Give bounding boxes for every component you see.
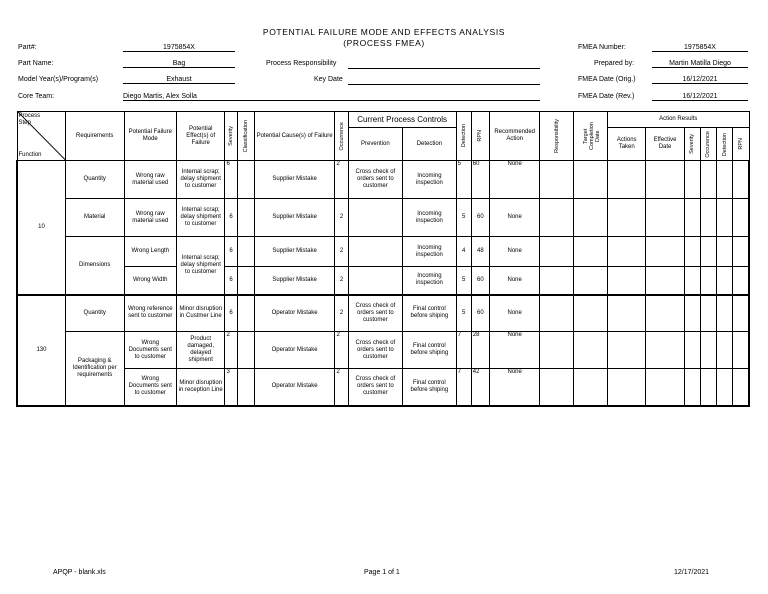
fmea-date-rev-value: 16/12/2021 (652, 93, 748, 101)
detection-cell: 7 (456, 332, 471, 369)
recommended-cell: None (489, 161, 539, 199)
cause-cell: Supplier Mistake (254, 267, 335, 295)
detection-cell: 5 (456, 199, 471, 237)
rpn-cell: 60 (471, 295, 489, 332)
occurrence-cell: 2 (335, 369, 348, 406)
prevention-cell: Cross check of orders sent to customer (348, 332, 403, 369)
detection-control-cell: Final control before shiping (403, 295, 457, 332)
failure-mode-cell: Wrong raw material used (124, 199, 177, 237)
recommended-cell: None (489, 295, 539, 332)
requirement-cell: Dimensions (65, 237, 124, 295)
occurrence-cell: 2 (335, 237, 348, 267)
prevention-cell: Cross check of orders sent to customer (348, 369, 403, 406)
effect-cell: Minor disruption in reception Line (177, 369, 225, 406)
col-effective-date: Effective Date (646, 128, 684, 161)
col-ar-detection: Detection (721, 132, 728, 156)
severity-cell: 6 (225, 267, 237, 295)
col-effects: Potential Effect(s) of Failure (177, 112, 225, 161)
col-causes: Potential Cause(s) of Failure (254, 112, 335, 161)
classification-cell (237, 295, 254, 332)
cause-cell: Operator Mistake (254, 295, 335, 332)
effect-cell: Internal scrap; delay shipment to customer (177, 161, 225, 199)
fmea-date-orig-value: 16/12/2021 (652, 76, 748, 84)
col-actions-taken: Actions Taken (608, 128, 646, 161)
rpn-cell: 60 (471, 199, 489, 237)
rpn-cell: 48 (471, 237, 489, 267)
fmea-date-orig-label: FMEA Date (Orig.) (578, 76, 636, 83)
table-row (17, 369, 749, 406)
cause-cell: Supplier Mistake (254, 161, 335, 199)
col-requirements: Requirements (65, 112, 124, 161)
col-recommended-action: Recommended Action (489, 112, 539, 161)
col-rpn: RPN (477, 130, 484, 142)
occurrence-cell: 2 (335, 161, 348, 199)
detection-cell: 5 (456, 161, 471, 199)
prepared-by-value: Martin Matilla Diego (652, 60, 748, 68)
table-row (17, 237, 749, 267)
document-title: POTENTIAL FAILURE MODE AND EFFECTS ANALYSIS (262, 27, 506, 37)
part-name-label: Part Name: (18, 60, 54, 67)
part-name-value: Bag (123, 60, 235, 68)
fmea-number-label: FMEA Number: (578, 44, 626, 51)
col-ar-severity: Severity (689, 134, 696, 155)
recommended-cell: None (489, 199, 539, 237)
col-detection: Detection (460, 124, 467, 148)
detection-cell: 5 (456, 267, 471, 295)
detection-control-cell: Incoming inspection (403, 161, 457, 199)
col-action-results: Action Results (608, 112, 749, 128)
table-row (17, 332, 749, 369)
severity-cell: 6 (225, 295, 237, 332)
table-row (17, 295, 749, 332)
col-detection-control: Detection (403, 128, 457, 161)
effect-cell: Internal scrap; delay shipment to customer (177, 199, 225, 237)
recommended-cell: None (489, 267, 539, 295)
severity-cell: 6 (225, 237, 237, 267)
model-year-value: Exhaust (123, 76, 235, 84)
key-date-value (348, 76, 540, 85)
core-team-value: Diego Martis, Alex Solla (123, 93, 540, 101)
footer-date: 12/17/2021 (674, 569, 710, 576)
core-team-label: Core Team: (18, 93, 55, 100)
rpn-cell: 28 (471, 332, 489, 369)
failure-mode-cell: Wrong reference sent to customer (124, 295, 177, 332)
detection-cell: 4 (456, 237, 471, 267)
fmea-table (16, 111, 750, 407)
col-ar-rpn: RPN (737, 138, 744, 150)
recommended-cell: None (489, 237, 539, 267)
recommended-cell: None (489, 332, 539, 369)
failure-mode-cell: Wrong Documents sent to customer (124, 332, 177, 369)
detection-control-cell: Final control before shiping (403, 332, 457, 369)
col-severity: Severity (228, 126, 234, 146)
classification-cell (237, 369, 254, 406)
classification-cell (237, 332, 254, 369)
col-occurrence: Occurrence (338, 121, 345, 151)
col-failure-mode: Potential Failure Mode (124, 112, 177, 161)
detection-cell: 7 (456, 369, 471, 406)
function-label: Function (18, 152, 42, 158)
severity-cell: 2 (225, 332, 237, 369)
requirement-cell: Packaging & Identification per requirements (65, 332, 124, 406)
prevention-cell (348, 267, 403, 295)
detection-control-cell: Incoming inspection (403, 199, 457, 237)
detection-cell: 5 (456, 295, 471, 332)
col-target-date: Target Completion Date (583, 122, 602, 150)
effect-cell: Minor disruption in Custmer Line (177, 295, 225, 332)
footer-page-number: Page 1 of 1 (364, 569, 400, 576)
cause-cell: Operator Mistake (254, 369, 335, 406)
table-row (17, 267, 749, 295)
severity-cell: 3 (225, 369, 237, 406)
process-step-label: Process Step (18, 113, 41, 126)
requirement-cell: Quantity (65, 295, 124, 332)
prevention-cell: Cross check of orders sent to customer (348, 161, 403, 199)
col-ar-occurrence: Occurence (705, 130, 712, 158)
footer-filename: APQP - blank.xls (53, 569, 106, 576)
prevention-cell (348, 199, 403, 237)
process-step-cell: 130 (17, 295, 65, 406)
occurrence-cell: 2 (335, 332, 348, 369)
occurrence-cell: 2 (335, 267, 348, 295)
cause-cell: Operator Mistake (254, 332, 335, 369)
failure-mode-cell: Wrong Documents sent to customer (124, 369, 177, 406)
detection-control-cell: Incoming inspection (403, 267, 457, 295)
failure-mode-cell: Wrong Width (124, 267, 177, 295)
failure-mode-cell: Wrong Length (124, 237, 177, 267)
cause-cell: Supplier Mistake (254, 199, 335, 237)
requirement-cell: Material (65, 199, 124, 237)
fmea-number-value: 1975854X (652, 44, 748, 52)
part-number-value: 1975854X (123, 44, 235, 52)
occurrence-cell: 2 (335, 295, 348, 332)
rpn-cell: 60 (471, 161, 489, 199)
fmea-date-rev-label: FMEA Date (Rev.) (578, 93, 635, 100)
rpn-cell: 60 (471, 267, 489, 295)
cause-cell: Supplier Mistake (254, 237, 335, 267)
prevention-cell: Cross check of orders sent to customer (348, 295, 403, 332)
severity-cell: 6 (225, 199, 237, 237)
prevention-cell (348, 237, 403, 267)
classification-cell (237, 267, 254, 295)
effect-cell: Product damaged, delayed shipment (177, 332, 225, 369)
process-step-cell: 10 (17, 161, 65, 295)
col-classification: Classification (242, 119, 249, 153)
process-responsibility-value (348, 60, 540, 69)
requirement-cell: Quantity (65, 161, 124, 199)
classification-cell (237, 199, 254, 237)
detection-control-cell: Final control before shiping (403, 369, 457, 406)
model-year-label: Model Year(s)/Program(s) (18, 76, 99, 83)
classification-cell (237, 161, 254, 199)
part-number-label: Part#: (18, 44, 37, 51)
classification-cell (237, 237, 254, 267)
prepared-by-label: Prepared by: (594, 60, 635, 67)
document-subtitle: (PROCESS FMEA) (343, 38, 425, 48)
rpn-cell: 42 (471, 369, 489, 406)
occurrence-cell: 2 (335, 199, 348, 237)
col-prevention: Prevention (348, 128, 403, 161)
effect-cell: Internal scrap; delay shipment to customer (177, 237, 225, 295)
process-step-header (17, 112, 65, 161)
col-responsibility: Responsibility (553, 119, 560, 153)
failure-mode-cell: Wrong raw material used (124, 161, 177, 199)
key-date-label: Key Date (314, 76, 343, 83)
process-responsibility-label: Process Responsibility (266, 60, 337, 67)
table-row (17, 161, 749, 199)
col-current-controls: Current Process Controls (348, 112, 456, 128)
severity-cell: 6 (225, 161, 237, 199)
detection-control-cell: Incoming inspection (403, 237, 457, 267)
recommended-cell: None (489, 369, 539, 406)
table-row (17, 199, 749, 237)
